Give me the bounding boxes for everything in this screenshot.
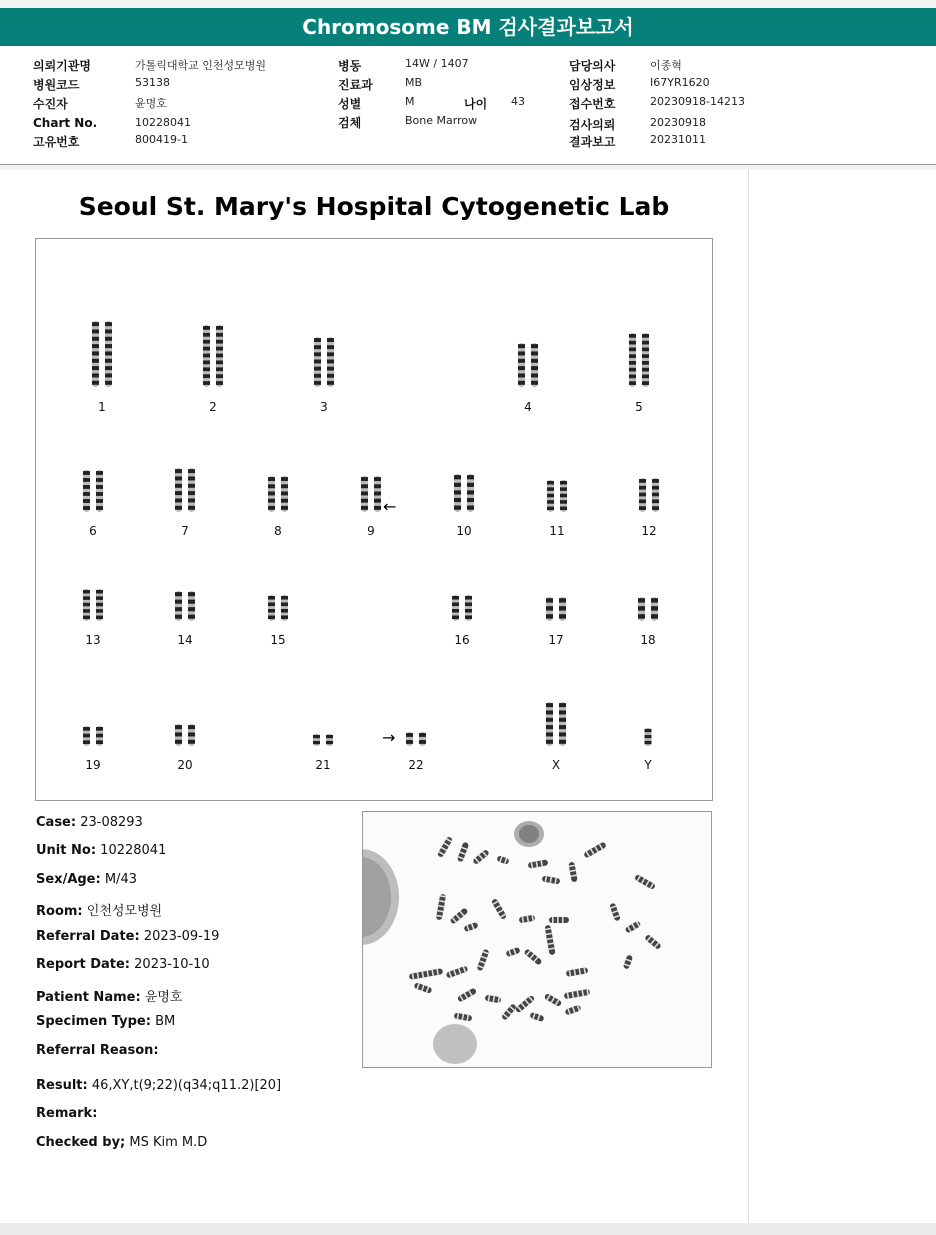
checked-row (36, 1135, 207, 1150)
chrom-label-2: 2 (209, 400, 217, 414)
label-accession-no: 접수번호 (569, 97, 616, 111)
metaphase-image (362, 811, 712, 1068)
label-patient: 수진자 (33, 97, 68, 111)
value-result-report: 20231011 (650, 133, 706, 146)
room-label: Room: (36, 904, 83, 919)
label-chart-no: Chart No. (33, 116, 98, 130)
chromosome-pair-7 (165, 466, 205, 514)
result-value: 46,XY,t(9;22)(q34;q11.2)[20] (91, 1078, 282, 1093)
chromosome-pair-11 (537, 478, 577, 514)
chrom-label-9: 9 (367, 524, 375, 538)
karyotype-panel (35, 238, 713, 801)
report-date-row (36, 957, 210, 972)
chromosome-pair-23 (536, 700, 576, 748)
label-result-report: 결과보고 (569, 135, 616, 149)
chrom-label-6: 6 (89, 524, 97, 538)
chrom-label-17: 17 (548, 633, 564, 647)
patient-name-value: 윤명호 (144, 990, 183, 1005)
metaphase-spread (363, 812, 711, 1067)
report-body (0, 170, 749, 1223)
checked-value: MS Kim M.D (129, 1135, 208, 1150)
chrom-label-22: 22 (408, 758, 424, 772)
chrom-label-3: 3 (320, 400, 328, 414)
chromosome-pair-20 (165, 722, 205, 748)
chrom-label-20: 20 (177, 758, 193, 772)
bottom-strip (0, 1223, 936, 1235)
result-label: Result: (36, 1078, 88, 1093)
unit-row (36, 843, 166, 858)
lab-title: Seoul St. Mary's Hospital Cytogenetic Lab (78, 192, 670, 221)
specimen-row (36, 1014, 175, 1029)
result-row (36, 1078, 281, 1093)
value-age: 43 (511, 95, 525, 108)
chromosome-pair-1 (82, 319, 122, 389)
value-specimen: Bone Marrow (405, 114, 478, 127)
chromosome-pair-10 (444, 472, 484, 514)
case-label: Case: (36, 815, 77, 830)
label-department: 진료과 (338, 78, 373, 92)
value-chart-no: 10228041 (135, 116, 191, 129)
chrom-label-7: 7 (181, 524, 189, 538)
arrow-left-icon: ← (383, 497, 397, 516)
chrom-label-y: Y (644, 758, 652, 772)
value-patient: 윤명호 (135, 97, 167, 110)
specimen-label: Specimen Type: (36, 1014, 151, 1029)
referral-reason-row (36, 1043, 159, 1058)
remark-row (36, 1106, 97, 1121)
nucleus-bottom (433, 1024, 477, 1064)
value-test-request: 20230918 (650, 116, 706, 129)
remark-label: Remark: (36, 1106, 98, 1121)
label-age: 나이 (464, 97, 488, 111)
value-hospital-code: 53138 (135, 76, 170, 89)
chrom-label-8: 8 (274, 524, 282, 538)
chromosome-pair-17 (536, 595, 576, 623)
label-specimen: 검체 (338, 116, 362, 130)
chromosome-pair-14 (165, 589, 205, 623)
chromosome-pair-8 (258, 474, 298, 514)
value-requesting-institution: 가톨릭대학교 인천성모병원 (135, 59, 267, 72)
chrom-label-5: 5 (635, 400, 643, 414)
right-margin (749, 170, 936, 1223)
chromosome-pair-9 (351, 474, 391, 514)
label-ward: 병동 (338, 59, 362, 73)
sexage-label: Sex/Age: (36, 872, 101, 887)
value-accession-no: 20230918-14213 (650, 95, 745, 108)
top-strip (0, 0, 936, 8)
chromosome-pair-3 (304, 335, 344, 389)
chromosome-pair-5 (619, 331, 659, 389)
chrom-label-16: 16 (454, 633, 470, 647)
chrom-label-21: 21 (315, 758, 331, 772)
chromosome-pair-6 (73, 468, 113, 514)
patient-name-label: Patient Name: (36, 990, 141, 1005)
chromosome-pair-18 (628, 595, 668, 623)
room-value: 인천성모병원 (86, 904, 163, 919)
value-ward: 14W / 1407 (405, 57, 469, 70)
report-date-label: Report Date: (36, 957, 131, 972)
chromosome-pair-12 (629, 476, 669, 514)
sexage-value: M/43 (104, 872, 137, 887)
report-date-value: 2023-10-10 (134, 957, 210, 972)
specimen-value: BM (155, 1014, 176, 1029)
label-test-request: 검사의뢰 (569, 118, 616, 132)
referral-date-label: Referral Date: (36, 929, 140, 944)
room-row (36, 900, 162, 919)
label-physician: 담당의사 (569, 59, 616, 73)
checked-label: Checked by; (36, 1135, 126, 1150)
label-clinical-info: 임상정보 (569, 78, 616, 92)
value-physician: 이종혁 (650, 59, 682, 72)
patient-name-row (36, 986, 182, 1005)
chrom-label-1: 1 (98, 400, 106, 414)
chrom-label-10: 10 (456, 524, 472, 538)
sexage-row (36, 872, 137, 887)
chromosome-pair-24 (628, 726, 668, 748)
unit-label: Unit No: (36, 843, 97, 858)
value-unique-no: 800419-1 (135, 133, 188, 146)
chromosome-pair-2 (193, 323, 233, 389)
arrow-right-icon: → (382, 728, 396, 747)
referral-date-value: 2023-09-19 (143, 929, 220, 944)
label-hospital-code: 병원코드 (33, 78, 80, 92)
value-clinical-info: I67YR1620 (650, 76, 710, 89)
chrom-label-18: 18 (640, 633, 656, 647)
chrom-label-4: 4 (524, 400, 532, 414)
chrom-label-19: 19 (85, 758, 101, 772)
chrom-label-12: 12 (641, 524, 657, 538)
chrom-label-11: 11 (549, 524, 565, 538)
chrom-label-x: X (551, 758, 561, 772)
chromosome-pair-15 (258, 593, 298, 623)
case-value: 23-08293 (80, 815, 143, 830)
referral-date-row (36, 929, 219, 944)
chrom-label-13: 13 (85, 633, 101, 647)
label-sex: 성별 (338, 97, 362, 111)
chromosome-pair-19 (73, 724, 113, 748)
unit-value: 10228041 (100, 843, 167, 858)
chrom-label-15: 15 (270, 633, 286, 647)
report-title: Chromosome BM 검사결과보고서 (0, 8, 936, 46)
referral-reason-label: Referral Reason: (36, 1043, 159, 1058)
label-requesting-institution: 의뢰기관명 (33, 59, 91, 73)
chromosome-pair-21 (303, 732, 343, 748)
chrom-label-14: 14 (177, 633, 193, 647)
label-unique-no: 고유번호 (33, 135, 80, 149)
chromosome-pair-4 (508, 341, 548, 389)
metaphase-chromosome (549, 917, 569, 923)
chromosome-pair-16 (442, 593, 482, 623)
case-row (36, 815, 143, 830)
chromosome-pair-13 (73, 587, 113, 623)
value-sex: M (405, 95, 415, 108)
chromosome-pair-22 (396, 730, 436, 748)
header-panel (0, 46, 936, 165)
value-department: MB (405, 76, 423, 89)
